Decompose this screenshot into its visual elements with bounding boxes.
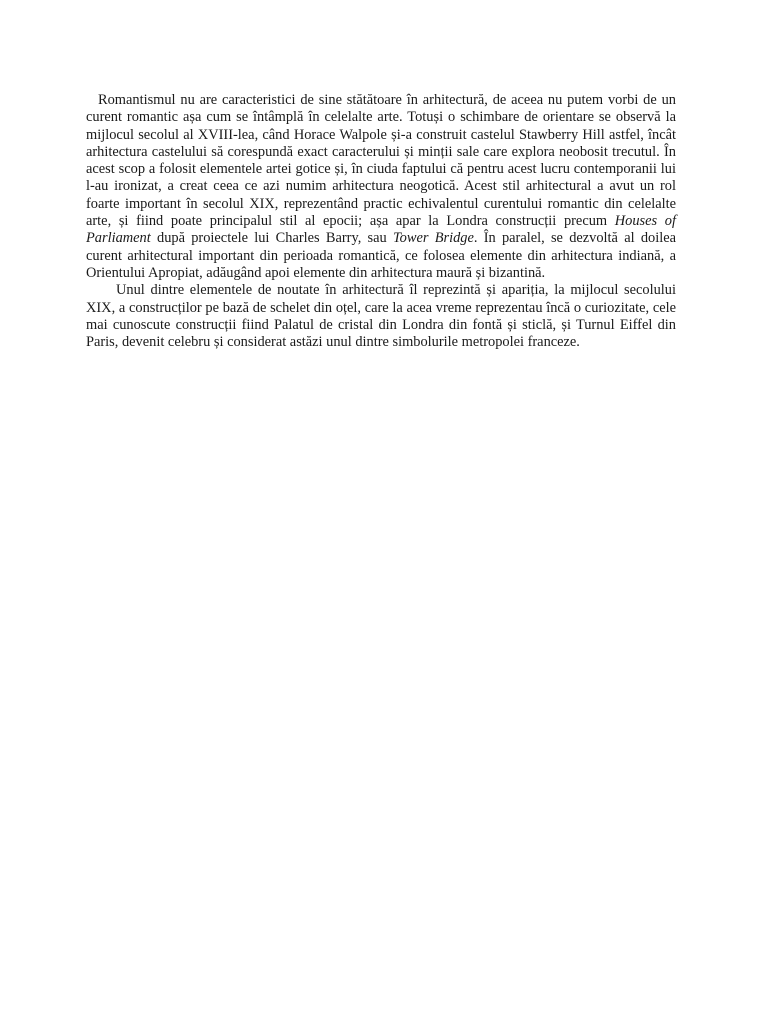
paragraph-2-segment: Unul dintre elementele de noutate în arhitectură îl reprezintă și apariția, la mijlocul secolului XIX, a construcților pe bază de schelet din oțel, care la acea vreme reprezentau încă o curiozitate, cele mai cunoscute construcții fiind Palatul de cristal din Londra din fontă și sticlă, și Turnul Eiffel din Paris, devenit celebru și considerat astăzi unul dintre simbolurile metropolei franceze. <box>86 282 676 351</box>
paragraph-romanticism-architecture <box>86 92 676 282</box>
paragraph-1-segment: Romantismul nu are caracteristici de sine stătătoare în arhitectură, de aceea nu putem vorbi de un curent romantic așa cum se întâmplă în celelalte arte. Totuși o schimbare de orientare se observă la mijlocul secolul al XVIII-lea, când Horace Walpole și-a construit castelul Stawberry Hill astfel, încât arhitectura castelului să corespundă exact caracterului și minții sale care explora neobosit trecutul. În acest scop a folosit elementele artei gotice și, în ciuda faptului că pentru acest lucru contemporanii lui l-au ironizat, a creat ceea ce azi numim arhitectura neogotică. Acest stil arhitectural a avut un rol foarte important în secolul XIX, reprezentând practic echivalentul curentului romantic din celelalte arte, și fiind poate principalul stil al epocii; așa apar la Londra construcții precum <box>86 92 676 230</box>
paragraph-steel-architecture <box>86 282 676 351</box>
paragraph-1-italic-houses-of-parliament: Houses of Parliament <box>86 213 676 247</box>
paragraph-1-segment: după proiectele lui Charles Barry, sau <box>150 230 393 247</box>
paragraph-1-italic-tower-bridge: Tower Bridge <box>392 230 474 247</box>
body-text <box>86 92 676 351</box>
paragraph-1-segment: . În paralel, se dezvoltă al doilea curent arhitectural important din perioada romantică, ce folosea elemente din arhitectura indiană, a Orientului Apropiat, adăugând apoi elemente din arhitectura maură și bizantină. <box>86 230 676 281</box>
